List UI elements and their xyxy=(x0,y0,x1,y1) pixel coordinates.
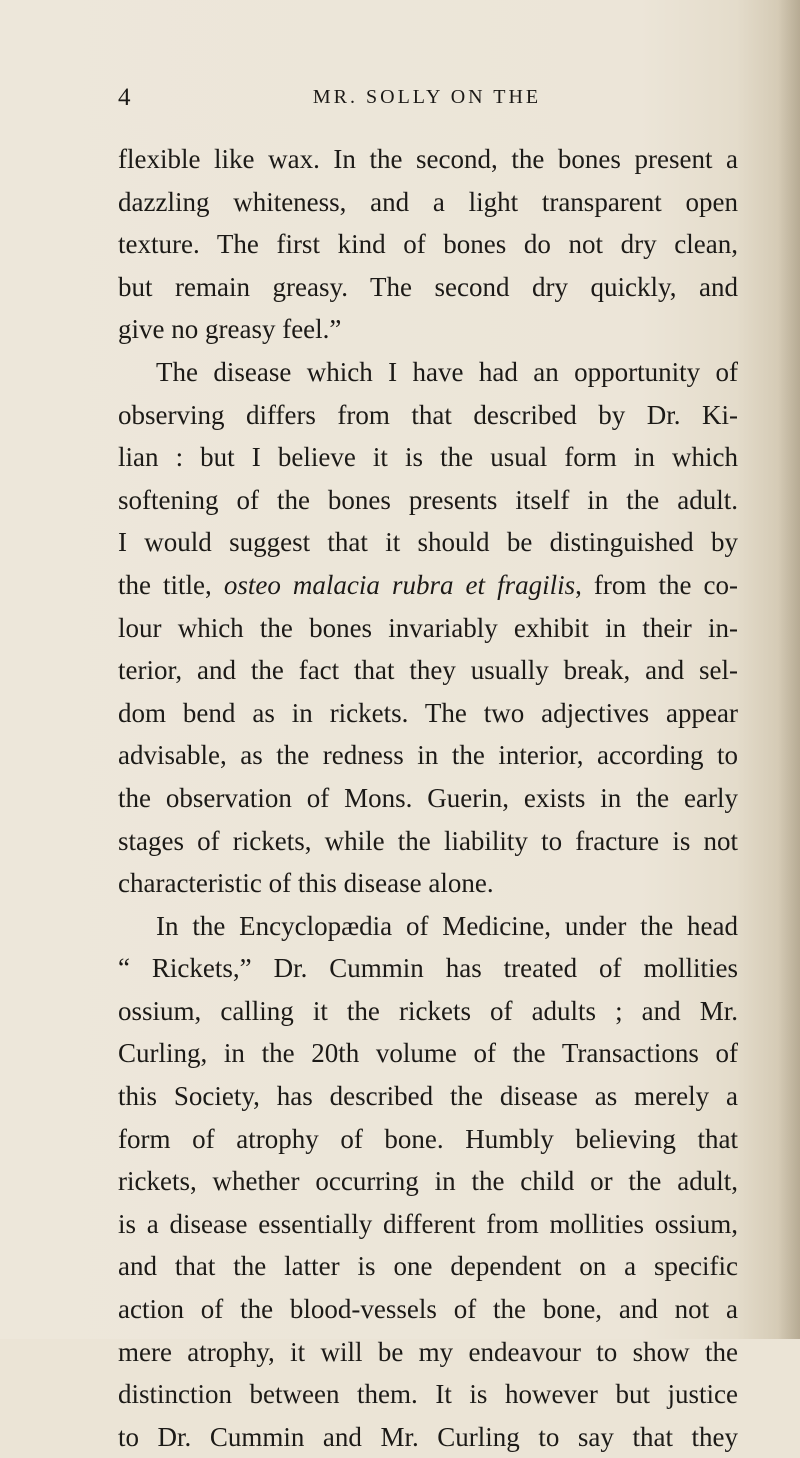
text-segment: the title, xyxy=(118,569,224,600)
text-line: “ Rickets,” Dr. Cummin has treated of mollities xyxy=(118,953,738,984)
running-head-title: MR. SOLLY ON THE xyxy=(312,86,542,108)
text-line: flexible like wax. In the second, the bones present a xyxy=(118,144,738,174)
text-line: ossium, calling it the rickets of adults ; and Mr. xyxy=(118,995,738,1026)
text-line: characteristic of this disease alone. xyxy=(118,868,494,899)
text-line: dazzling whiteness, and a light transparent open xyxy=(118,186,738,217)
text-line: rickets, whether occurring in the child or the adult, xyxy=(118,1166,738,1197)
text-line: and that the latter is one dependent on a specific xyxy=(118,1251,738,1282)
text-line: distinction between them. It is however but justice xyxy=(118,1379,738,1410)
text-segment: , from the co- xyxy=(575,569,738,600)
text-line: give no greasy feel.” xyxy=(118,314,342,345)
text-line: advisable, as the redness in the interior, according to xyxy=(118,740,738,771)
text-line: is a disease essentially different from mollities ossium, xyxy=(118,1208,738,1239)
text-line: form of atrophy of bone. Humbly believing that xyxy=(118,1123,738,1154)
text-line: mere atrophy, it will be my endeavour to show the xyxy=(118,1336,738,1367)
italic-term: osteo malacia rubra et fragilis xyxy=(223,569,576,600)
text-line: but remain greasy. The second dry quickly, and xyxy=(118,271,738,302)
text-line: this Society, has described the disease as merely a xyxy=(118,1081,738,1112)
text-line: terior, and the fact that they usually break, and sel- xyxy=(118,655,738,686)
running-head xyxy=(118,84,736,114)
text-line: texture. The first kind of bones do not dry clean, xyxy=(118,229,738,260)
text-line: lian : but I believe it is the usual form in which xyxy=(118,442,738,473)
text-line: lour which the bones invariably exhibit in their in- xyxy=(118,612,738,643)
text-line: to Dr. Cummin and Mr. Curling to say that they xyxy=(118,1421,738,1452)
text-line: observing differs from that described by Dr. Ki- xyxy=(118,399,738,430)
page-edge-shadow xyxy=(778,0,800,1339)
text-line: the observation of Mons. Guerin, exists in the early xyxy=(118,782,738,813)
text-line: stages of rickets, while the liability to fracture is not xyxy=(118,825,738,856)
paragraph-start-line: In the Encyclopædia of Medicine, under the head xyxy=(156,910,738,941)
text-line: Curling, in the 20th volume of the Transactions of xyxy=(118,1038,738,1069)
body-text xyxy=(118,138,738,1458)
text-line: dom bend as in rickets. The two adjectives appear xyxy=(118,697,738,728)
paragraph-start-line: The disease which I have had an opportunity of xyxy=(156,356,738,387)
text-line-with-italic xyxy=(118,564,738,607)
text-line: I would suggest that it should be distinguished by xyxy=(118,527,738,558)
text-line: softening of the bones presents itself in the adult. xyxy=(118,484,738,515)
text-line: action of the blood-vessels of the bone, and not a xyxy=(118,1294,738,1325)
page-number: 4 xyxy=(118,84,132,111)
